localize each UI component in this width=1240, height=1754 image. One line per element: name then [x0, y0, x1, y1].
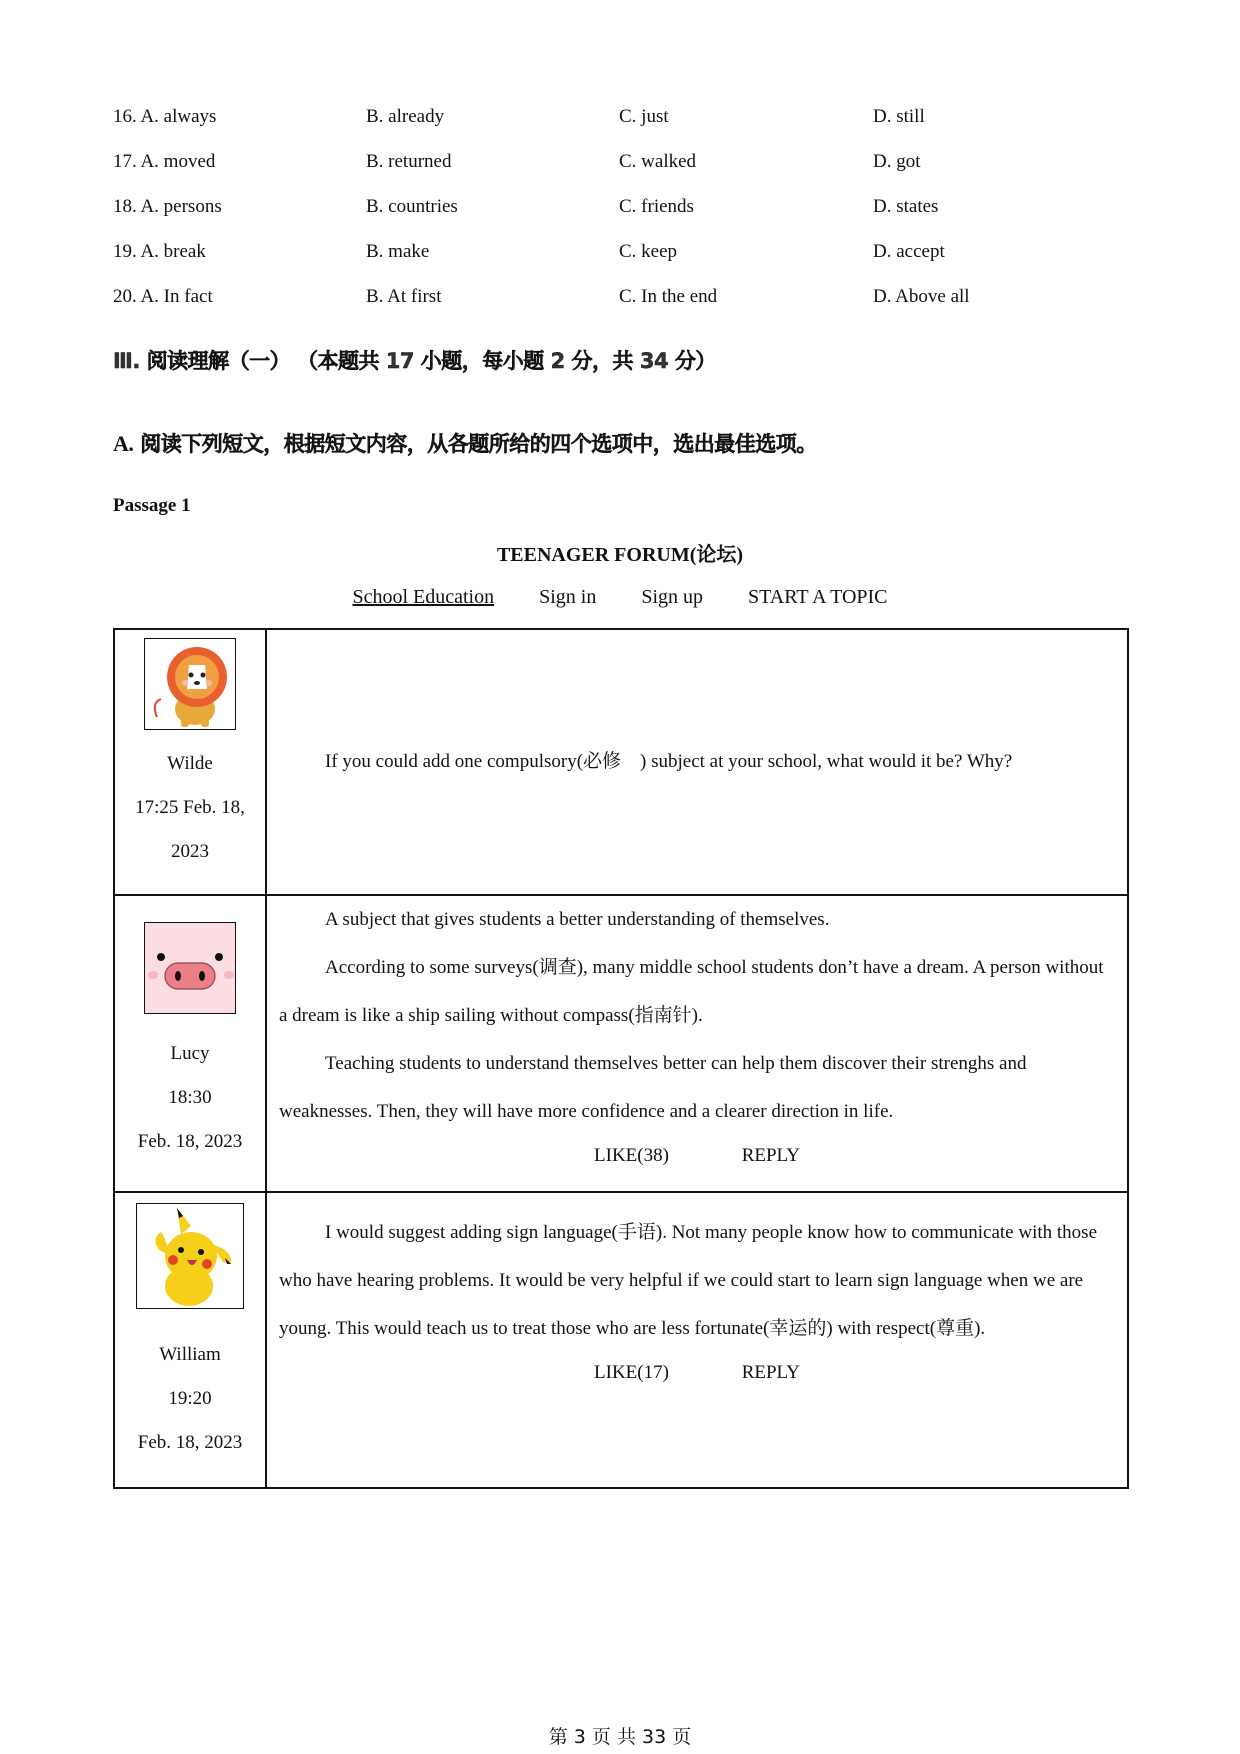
option-row-18	[113, 196, 1013, 224]
post-paragraph: I would suggest adding sign language(手语). Not many people know how to communicate with those who have hearing problems. It would be very helpful if we could start to learn sign language when we are young. This would teach us to treat those who are less fortunate(幸运的) with respect(尊重).	[279, 1222, 1098, 1339]
option-b: B. At first	[366, 286, 442, 307]
option-a: 20. A. In fact	[113, 286, 213, 307]
forum-post-lucy	[114, 895, 1128, 1192]
forum-title: TEENAGER FORUM(论坛)	[496, 544, 744, 566]
option-row-17	[113, 151, 1013, 179]
nav-school-education[interactable]: School Education	[352, 586, 495, 608]
post-date: 2023	[171, 841, 209, 862]
post-paragraph: If you could add one compulsory(必修 ) subject at your school, what would it be? Why?	[325, 751, 1013, 772]
post-content-cell	[266, 1192, 1128, 1488]
pikachu-avatar-icon	[136, 1203, 244, 1309]
post-author-cell	[114, 629, 266, 895]
post-date: Feb. 18, 2023	[137, 1432, 243, 1453]
option-c: C. walked	[619, 151, 697, 172]
option-row-20	[113, 286, 1013, 314]
option-d: D. still	[873, 106, 925, 127]
option-d: D. states	[873, 196, 939, 217]
like-button[interactable]: LIKE(17)	[594, 1362, 669, 1383]
post-username: Lucy	[170, 1043, 210, 1064]
option-b: B. countries	[366, 196, 458, 217]
option-d: D. accept	[873, 241, 945, 262]
post-actions	[267, 1353, 1127, 1393]
lion-avatar-icon	[144, 638, 236, 730]
option-b: B. returned	[366, 151, 452, 172]
nav-sign-in[interactable]: Sign in	[539, 586, 597, 608]
post-author-cell	[114, 1192, 266, 1488]
post-username: William	[159, 1344, 221, 1365]
option-row-19	[113, 241, 1013, 269]
passage-label: Passage 1	[113, 495, 191, 516]
option-d: D. got	[873, 151, 921, 172]
pig-avatar-icon	[144, 922, 236, 1014]
forum-post-wilde	[114, 629, 1128, 895]
forum-table	[113, 628, 1129, 1489]
option-c: C. keep	[619, 241, 678, 262]
option-c: C. In the end	[619, 286, 718, 307]
post-content-cell	[266, 629, 1128, 895]
nav-sign-up[interactable]: Sign up	[641, 586, 704, 608]
nav-start-topic[interactable]: START A TOPIC	[748, 586, 888, 608]
option-c: C. friends	[619, 196, 694, 217]
post-author-cell	[114, 895, 266, 1192]
post-actions	[267, 1136, 1127, 1176]
option-b: B. make	[366, 241, 430, 262]
option-b: B. already	[366, 106, 445, 127]
post-paragraph: Teaching students to understand themselves better can help them discover their strenghs and weaknesses. Then, they will have more confidence and a clearer direction in life.	[279, 1053, 1027, 1122]
post-paragraph: A subject that gives students a better understanding of themselves.	[325, 909, 830, 930]
post-time: 19:20	[168, 1388, 212, 1409]
option-c: C. just	[619, 106, 669, 127]
section-heading: Ⅲ. 阅读理解（一） （本题共 17 小题，每小题 2 分，共 34 分）	[113, 349, 716, 373]
post-username: Wilde	[167, 753, 213, 774]
forum-nav	[0, 586, 1240, 609]
forum-post-william	[114, 1192, 1128, 1488]
reply-button[interactable]: REPLY	[741, 1145, 800, 1166]
post-content-cell	[266, 895, 1128, 1192]
option-a: 16. A. always	[113, 106, 217, 127]
post-time: 17:25 Feb. 18,	[135, 797, 245, 818]
post-paragraph: According to some surveys(调查), many middle school students don’t have a dream. A person without a dream is like a ship sailing without compass(指南针).	[279, 957, 1104, 1026]
option-a: 18. A. persons	[113, 196, 222, 217]
post-time: 18:30	[168, 1087, 212, 1108]
section-instruction: A. 阅读下列短文，根据短文内容，从各题所给的四个选项中，选出最佳选项。	[113, 431, 817, 456]
like-button[interactable]: LIKE(38)	[594, 1145, 669, 1166]
option-row-16	[113, 106, 1013, 134]
option-a: 19. A. break	[113, 241, 206, 262]
page-number: 第 3 页 共 33 页	[548, 1726, 692, 1748]
option-a: 17. A. moved	[113, 151, 216, 172]
reply-button[interactable]: REPLY	[741, 1362, 800, 1383]
post-date: Feb. 18, 2023	[137, 1131, 243, 1152]
option-d: D. Above all	[873, 286, 970, 307]
